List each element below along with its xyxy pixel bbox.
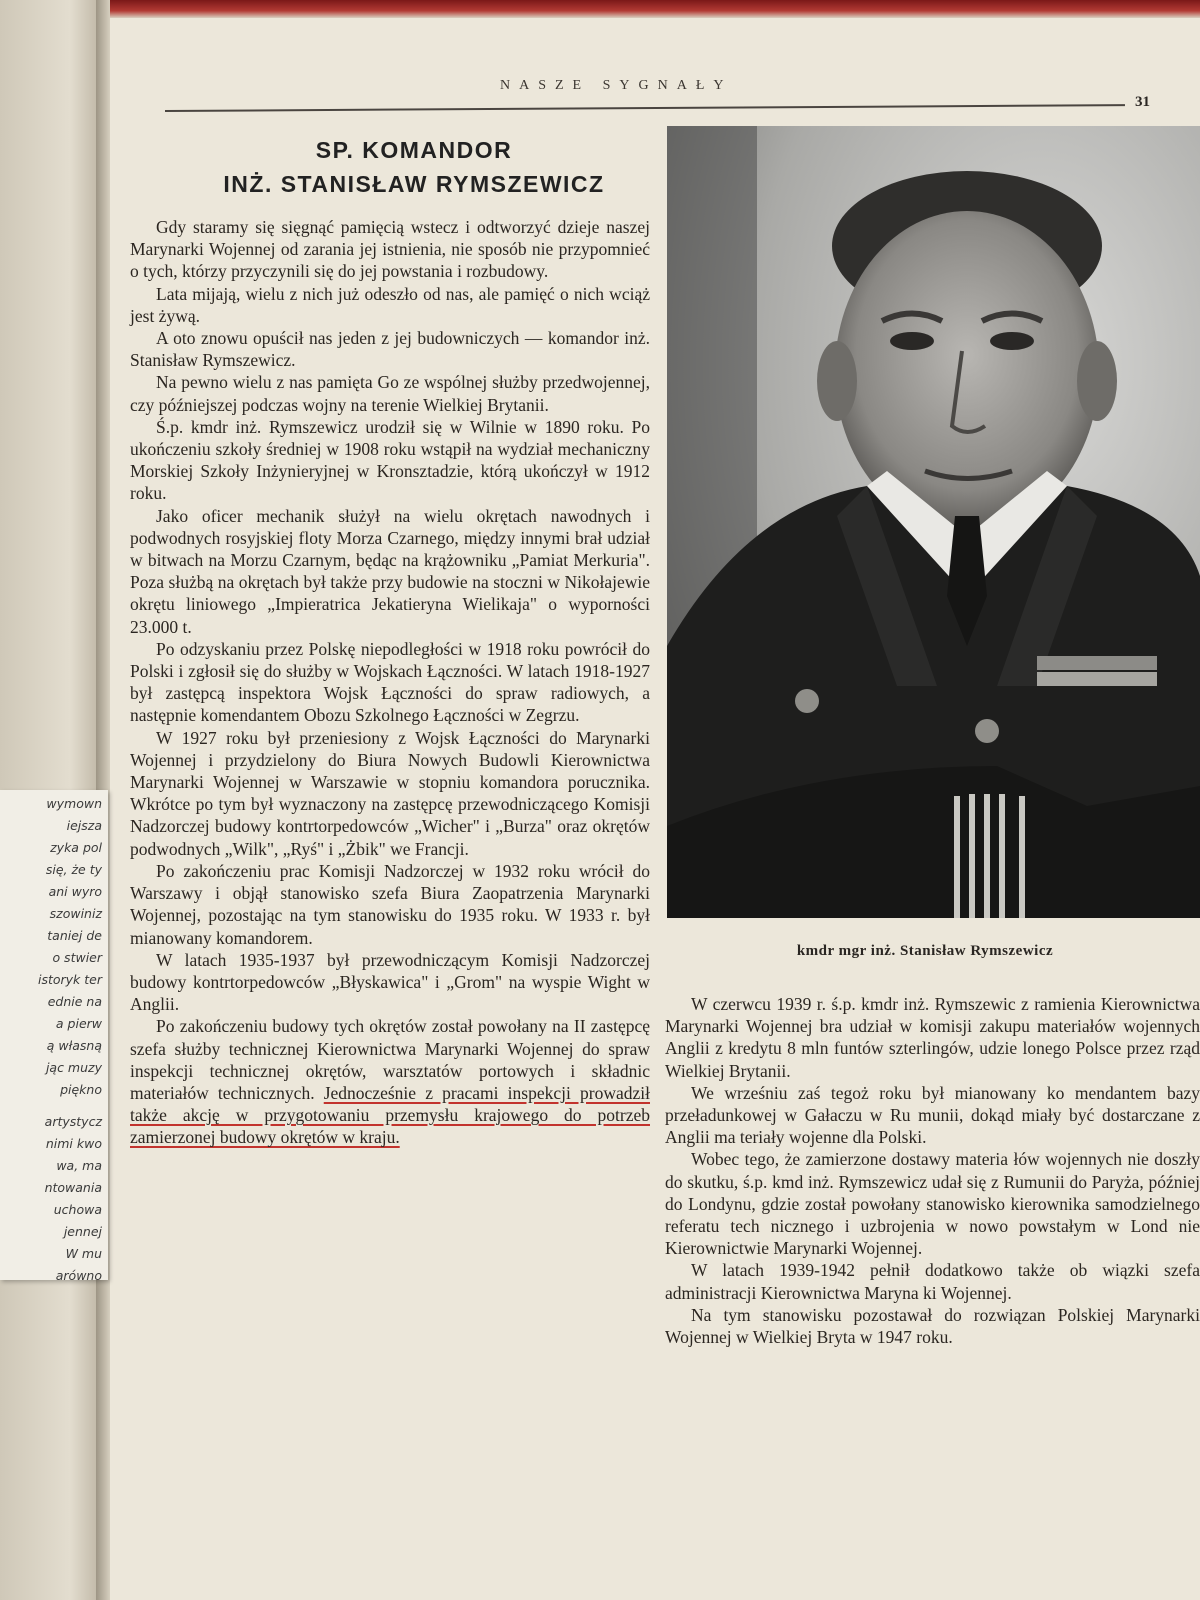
paragraph: Na pewno wielu z nas pamięta Go ze wspólnej służby przedwojennej, czy późniejszej podczas wojny na terenie Wielkiej Brytanii. bbox=[130, 372, 650, 415]
paragraph: Ś.p. kmdr inż. Rymszewicz urodził się w Wilnie w 1890 roku. Po ukończeniu szkoły średniej w 1908 roku wstąpił na wydział mechaniczny Morskiej Szkoły Inżynieryjnej w Kronsztadzie, którą ukończył w 1912 roku. bbox=[130, 416, 650, 504]
clipping-line: W mu bbox=[65, 1246, 102, 1261]
clipping-line: szowiniz bbox=[49, 906, 102, 921]
paragraph: Jako oficer mechanik służył na wielu okrętach nawodnych i podwodnych rosyjskiej floty Morza Czarnego, między innymi brał udział w bitwach na Morzu Czarnym, będąc na krążowniku „Pamiat Merkuria". Poza służbą na okrętach był także przy budowie na stoczni w Nikołajewie okrętu liniowego „Impieratrica Jekatieryna Wielikaja" o wyporności 23.000 t. bbox=[130, 505, 650, 637]
paragraph: Lata mijają, wielu z nich już odeszło od nas, ale pamięć o nich wciąż jest żywą. bbox=[130, 283, 650, 326]
paragraph: Gdy staramy się sięgnąć pamięcią wstecz i odtworzyć dzieje naszej Marynarki Wojennej od zarania jej istnienia, nie sposób nie przypomnieć o tych, którzy przyczynili się do jej powstania i rozbudowy. bbox=[130, 217, 650, 282]
clipping-line: wa, ma bbox=[56, 1158, 102, 1173]
book-top-edge bbox=[0, 0, 1200, 18]
clipping-line: iejsza bbox=[66, 818, 102, 833]
paragraph: Wobec tego, że zamierzone dostawy materia łów wojennych nie doszły do skutku, ś.p. kmd inż. Rymszewicz udał się z Rumunii do Paryża, później do Londynu, gdzie został powołany stanowisko kierownika samodzielnego referatu tech nicznego i uzbrojenia w nowo powstałym w Lond nie Kierownictwie Marynarki Wojennej. bbox=[665, 1149, 1200, 1259]
clipping-line: wymown bbox=[46, 796, 102, 811]
underlined-passage: Jednocześnie z pracami inspekcji prowadził także akcję w przygotowaniu przemysłu krajowego do potrzeb zamierzonej budowy okrętów w kraju. bbox=[130, 1082, 650, 1148]
paragraph: Na tym stanowisku pozostawał do rozwiązan Polskiej Marynarki Wojennej w Wielkiej Bryta w 1947 roku. bbox=[665, 1304, 1200, 1348]
paragraph: We wrześniu zaś tegoż roku był mianowany ko mendantem bazy przeładunkowej w Gałaczu w Ru munii, dokąd miały być dostarczane z Anglii ma teriały wojenne dla Polski. bbox=[665, 1082, 1200, 1148]
paragraph: W latach 1935-1937 był przewodniczącym Komisji Nadzorczej budowy kontrtorpedowców „Błyskawica" i „Grom" na wyspie Wight w Anglii. bbox=[130, 949, 650, 1015]
paragraph-last bbox=[130, 1015, 650, 1148]
clipping-line: nimi kwo bbox=[45, 1136, 102, 1151]
right-column bbox=[665, 993, 1200, 1348]
clipping-line: ednie na bbox=[47, 994, 102, 1009]
running-head bbox=[110, 60, 1200, 110]
clipping-line: o stwier bbox=[52, 950, 102, 965]
newspaper-clipping bbox=[0, 790, 108, 1280]
running-head-title: NASZE SYGNAŁY bbox=[500, 78, 733, 93]
clipping-line: ą własną bbox=[46, 1038, 102, 1053]
clipping-line: arówno bbox=[55, 1268, 102, 1280]
paragraph: A oto znowu opuścił nas jeden z jej budowniczych — komandor inż. Stanisław Rymszewicz. bbox=[130, 328, 650, 371]
paragraph: Po odzyskaniu przez Polskę niepodległości w 1918 roku powrócił do Polski i zgłosił się do służby w Wojskach Łączności. W latach 1918-1927 był zastępcą inspektora Wojsk Łączności do spraw radiowych, a następnie komendantem Obozu Szkolnego Łączności w Zegrzu. bbox=[130, 638, 650, 726]
clipping-line: jąc muzy bbox=[45, 1060, 102, 1075]
photo-caption: kmdr mgr inż. Stanisław Rymszewicz bbox=[796, 943, 1054, 959]
portrait-photo bbox=[667, 126, 1200, 918]
clipping-line: ntowania bbox=[44, 1180, 102, 1195]
clipping-line: ani wyro bbox=[48, 884, 102, 899]
clipping-line: jennej bbox=[63, 1224, 102, 1239]
clipping-line: artystycz bbox=[44, 1114, 102, 1129]
clipping-line: się, że ty bbox=[45, 862, 102, 877]
clipping-line: uchowa bbox=[53, 1202, 102, 1217]
clipping-line: zyka pol bbox=[50, 840, 102, 855]
clipping-line: istoryk ter bbox=[37, 972, 102, 987]
left-column bbox=[130, 216, 650, 1149]
article-title bbox=[164, 133, 664, 201]
header-rule bbox=[165, 104, 1125, 112]
clipping-line: piękno bbox=[60, 1082, 102, 1097]
title-line-1: SP. KOMANDOR bbox=[315, 137, 513, 163]
paragraph: W czerwcu 1939 r. ś.p. kmdr inż. Rymszewic z ramienia Kierownictwa Marynarki Wojennej bra udział w komisji zakupu materiałów wojennych Anglii z kredytu 8 mln funtów szterlingów, udzie lonego Polsce przez rząd Wielkiej Brytanii. bbox=[665, 994, 1200, 1081]
page-number: 31 bbox=[1135, 94, 1150, 110]
clipping-line: taniej de bbox=[47, 928, 102, 943]
paragraph: W 1927 roku był przeniesiony z Wojsk Łączności do Marynarki Wojennej i przydzielony do Biura Nowych Budowli Kierownictwa Marynarki Wojennej w Warszawie w stopniu komandora porucznika. Wkrótce po tym był wyznaczony na zastępcę przewodniczącego Komisji Nadzorczej budowy kontrtorpedowców „Wicher" i „Burza" oraz okrętów podwodnych „Wilk", „Ryś" i „Żbik" we Francji. bbox=[130, 727, 650, 859]
portrait-illustration bbox=[667, 126, 1200, 918]
paragraph: W latach 1939-1942 pełnił dodatkowo także ob wiązki szefa administracji Kierownictwa Maryna ki Wojennej. bbox=[665, 1260, 1200, 1303]
paragraph: Po zakończeniu prac Komisji Nadzorczej w 1932 roku wrócił do Warszawy i objął stanowisko szefa Biura Zaopatrzenia Marynarki Wojennej, pozostając na tym stanowisku do 1935 roku. W 1933 r. był mianowany komandorem. bbox=[130, 860, 650, 948]
clipping-line: a pierw bbox=[55, 1016, 102, 1031]
magazine-page bbox=[110, 18, 1200, 1600]
title-line-2: INŻ. STANISŁAW RYMSZEWICZ bbox=[223, 171, 605, 197]
paragraph-text: Po zakończeniu budowy tych okrętów został powołany na II zastępcę szefa służby technicznej Kierownictwa Marynarki Wojennej do spraw inspekcji technicznej okrętów, warsztatów portowych i składnic materiałów technicznych. bbox=[130, 1016, 650, 1103]
